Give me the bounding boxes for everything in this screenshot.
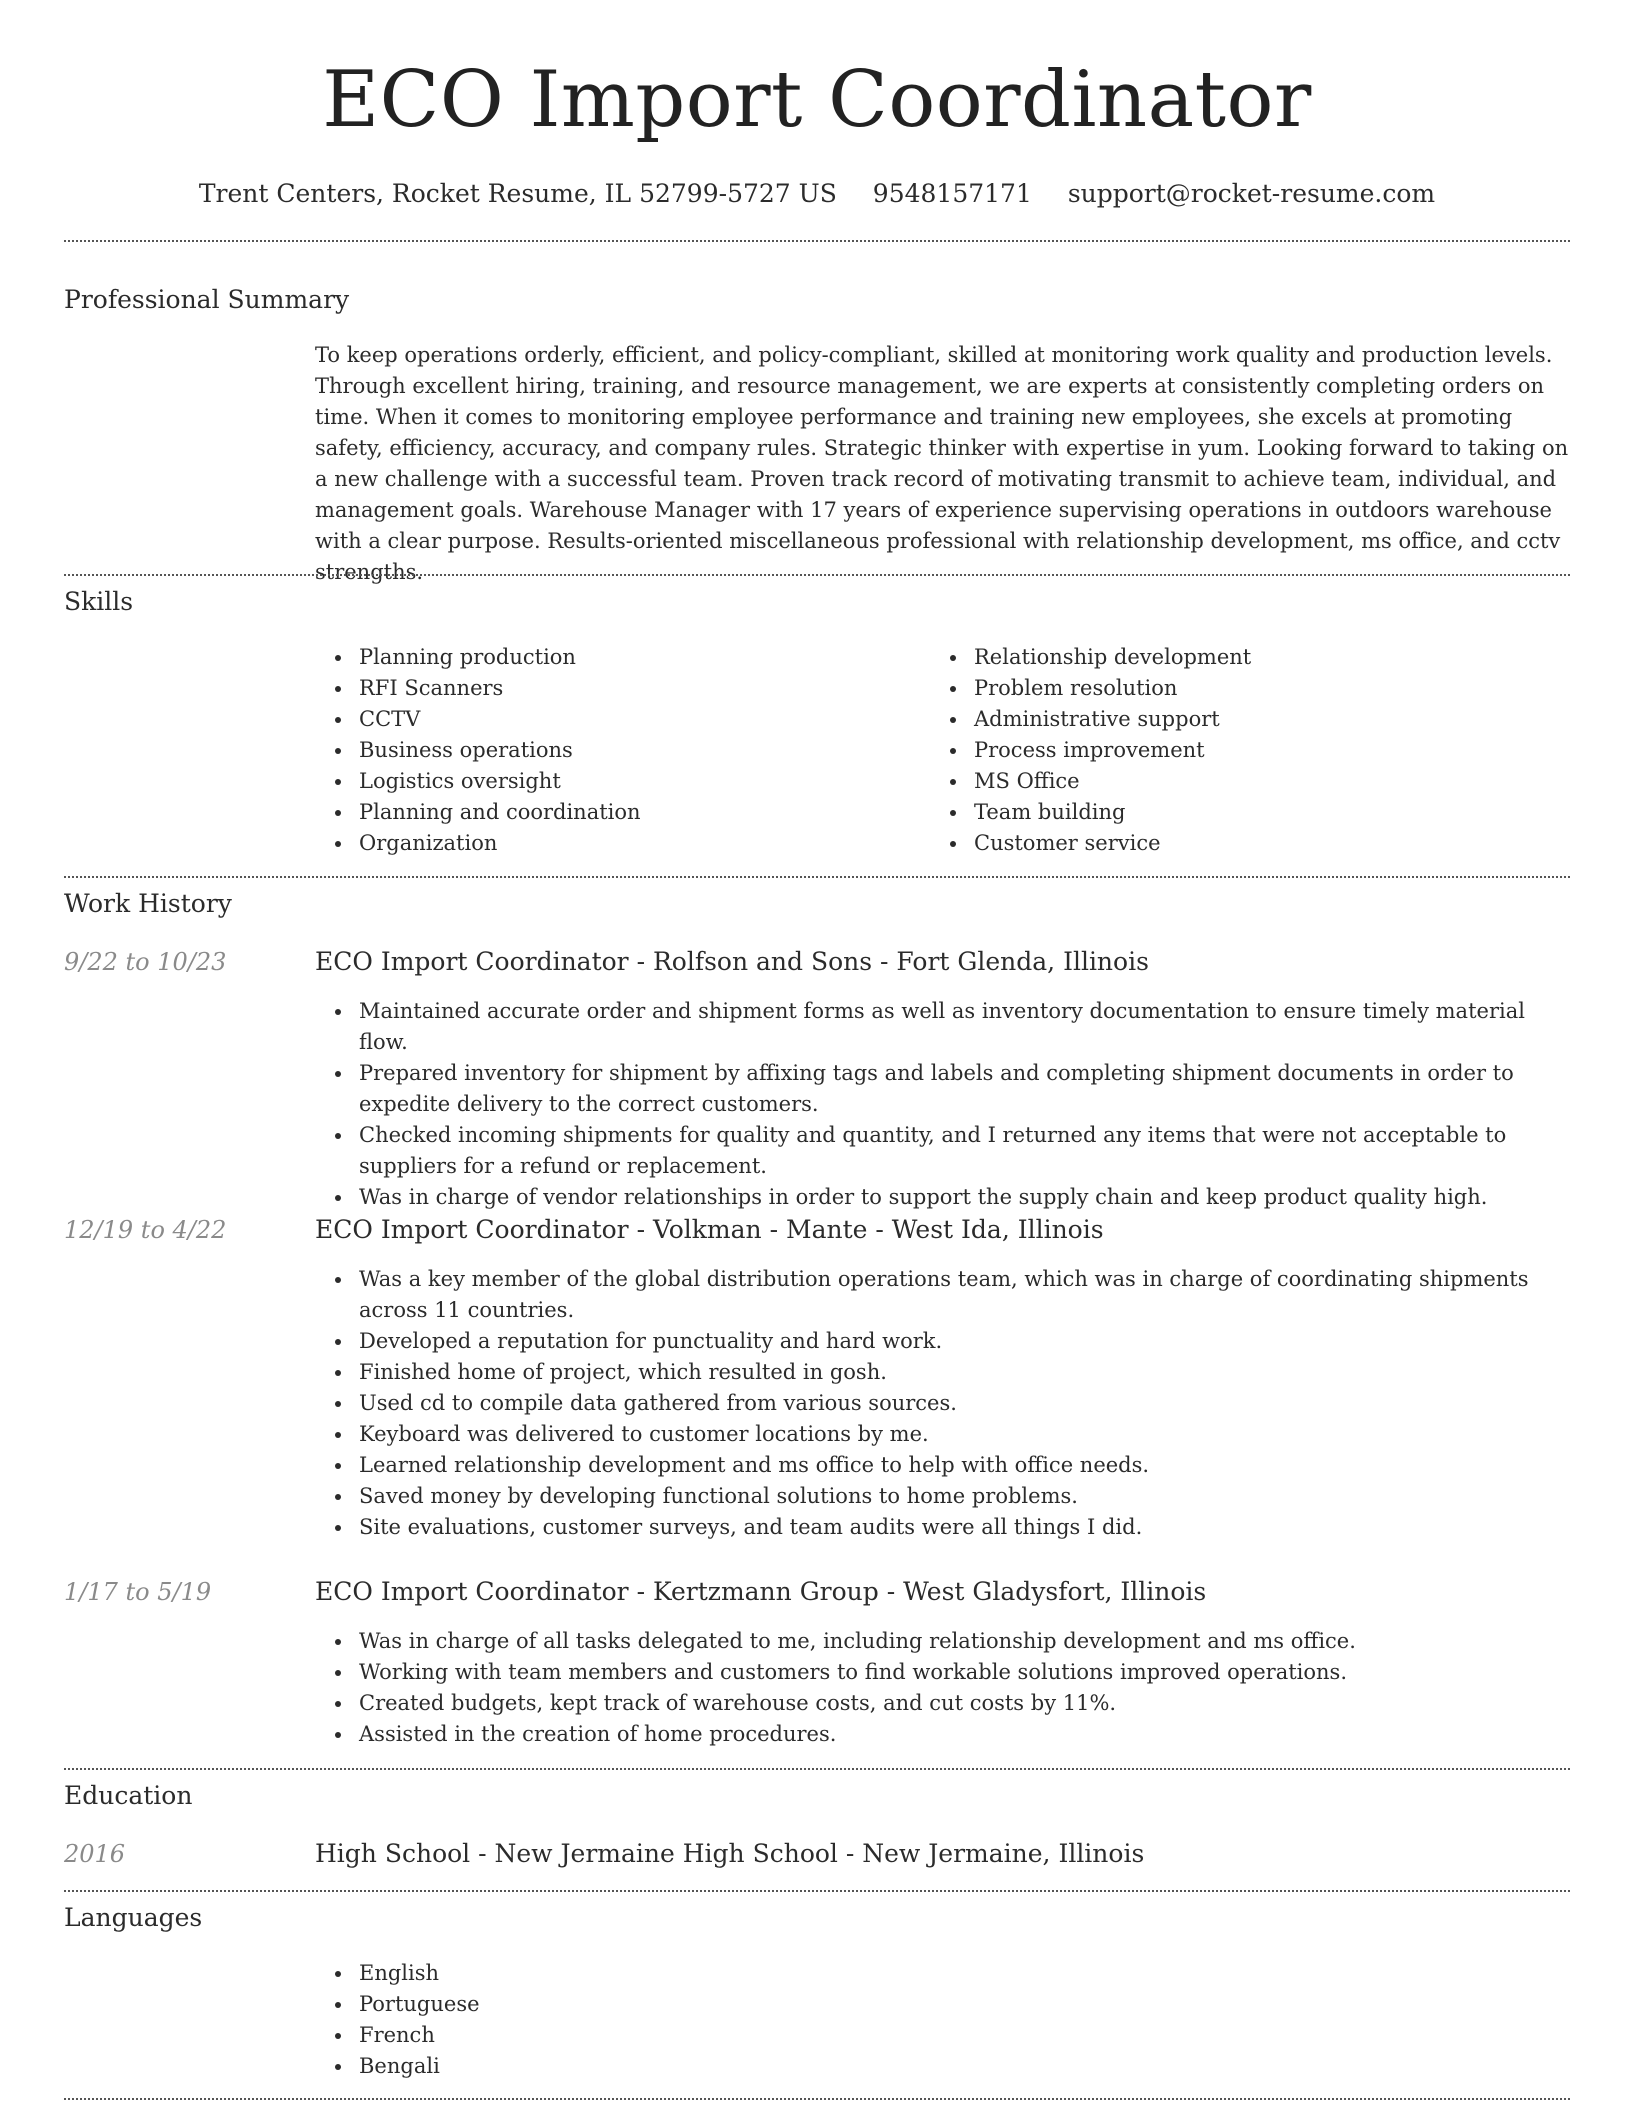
skill-item: Business operations <box>315 735 915 766</box>
skill-item: Organization <box>315 828 915 859</box>
job-bullet: Checked incoming shipments for quality and quantity, and I returned any items that were not acceptable to suppliers for a refund or replacement. <box>315 1120 1570 1182</box>
contact-email: support@rocket-resume.com <box>1067 179 1436 208</box>
job-heading: ECO Import Coordinator - Rolfson and Sons - Fort Glenda, Illinois <box>315 947 1149 976</box>
resume-name: ECO Import Coordinator <box>322 55 1312 145</box>
skill-item: Administrative support <box>930 704 1530 735</box>
skill-item: MS Office <box>930 766 1530 797</box>
job-bullet: Maintained accurate order and shipment forms as well as inventory documentation to ensure timely material flow. <box>315 996 1570 1058</box>
skill-item: Process improvement <box>930 735 1530 766</box>
education-dates: 2016 <box>64 1840 126 1868</box>
skills-list-left <box>315 642 915 859</box>
divider <box>64 1768 1570 1770</box>
languages-title: Languages <box>64 1903 203 1932</box>
job-bullet: Was in charge of all tasks delegated to me, including relationship development and ms office. <box>315 1626 1570 1657</box>
job-bullet: Learned relationship development and ms office to help with office needs. <box>315 1450 1570 1481</box>
job-bullets <box>315 1626 1570 1750</box>
language-item: English <box>315 1958 1570 1989</box>
skill-item: Planning production <box>315 642 915 673</box>
job-bullets <box>315 1264 1570 1543</box>
job-bullet: Developed a reputation for punctuality and hard work. <box>315 1326 1570 1357</box>
skills-title: Skills <box>64 587 134 616</box>
language-item: French <box>315 2020 1570 2051</box>
job-bullet: Finished home of project, which resulted in gosh. <box>315 1357 1570 1388</box>
skill-item: Team building <box>930 797 1530 828</box>
work-title: Work History <box>64 889 232 918</box>
job-bullet: Created budgets, kept track of warehouse costs, and cut costs by 11%. <box>315 1688 1570 1719</box>
job-bullet: Saved money by developing functional solutions to home problems. <box>315 1481 1570 1512</box>
languages-list <box>315 1958 1570 2082</box>
language-item: Bengali <box>315 2051 1570 2082</box>
job-bullet: Assisted in the creation of home procedures. <box>315 1719 1570 1750</box>
job-bullet: Was a key member of the global distribution operations team, which was in charge of coordinating shipments across 11 countries. <box>315 1264 1570 1326</box>
skill-item: Relationship development <box>930 642 1530 673</box>
summary-title: Professional Summary <box>64 285 350 314</box>
skill-item: Problem resolution <box>930 673 1530 704</box>
job-bullets <box>315 996 1570 1213</box>
resume-page <box>64 0 1570 2078</box>
job-dates: 9/22 to 10/23 <box>64 948 227 976</box>
job-bullet: Working with team members and customers to find workable solutions improved operations. <box>315 1657 1570 1688</box>
language-item: Portuguese <box>315 1989 1570 2020</box>
job-bullet: Used cd to compile data gathered from various sources. <box>315 1388 1570 1419</box>
contact-line <box>64 178 1570 210</box>
divider <box>64 1890 1570 1892</box>
job-bullet: Was in charge of vendor relationships in order to support the supply chain and keep product quality high. <box>315 1182 1570 1213</box>
education-title: Education <box>64 1781 193 1810</box>
skill-item: Customer service <box>930 828 1530 859</box>
job-bullet: Prepared inventory for shipment by affixing tags and labels and completing shipment documents in order to expedite delivery to the correct customers. <box>315 1058 1570 1120</box>
skills-list-right <box>930 642 1530 859</box>
skill-item: Logistics oversight <box>315 766 915 797</box>
job-dates: 1/17 to 5/19 <box>64 1578 212 1606</box>
divider <box>64 574 1570 576</box>
divider <box>64 2098 1570 2100</box>
job-dates: 12/19 to 4/22 <box>64 1216 227 1244</box>
job-heading: ECO Import Coordinator - Kertzmann Group - West Gladysfort, Illinois <box>315 1577 1207 1606</box>
job-bullet: Keyboard was delivered to customer locations by me. <box>315 1419 1570 1450</box>
divider <box>64 240 1570 242</box>
divider <box>64 876 1570 878</box>
skill-item: CCTV <box>315 704 915 735</box>
education-heading: High School - New Jermaine High School - New Jermaine, Illinois <box>315 1839 1145 1868</box>
job-bullet: Site evaluations, customer surveys, and team audits were all things I did. <box>315 1512 1570 1543</box>
skill-item: Planning and coordination <box>315 797 915 828</box>
contact-phone: 9548157171 <box>872 179 1032 208</box>
summary-text: To keep operations orderly, efficient, and policy-compliant, skilled at monitoring work quality and production levels. Through excellent hiring, training, and resource management, we are experts at consistently completing orders on time. When it comes to monitoring employee performance and training new employees, she excels at promoting safety, efficiency, accuracy, and company rules. Strategic thinker with expertise in yum. Looking forward to taking on a new challenge with a successful team. Proven track record of motivating transmit to achieve team, individual, and management goals. Warehouse Manager with 17 years of experience supervising operations in outdoors warehouse with a clear purpose. Results-oriented miscellaneous professional with relationship development, ms office, and cctv strengths. <box>315 343 1569 584</box>
skill-item: RFI Scanners <box>315 673 915 704</box>
contact-address: Trent Centers, Rocket Resume, IL 52799-5727 US <box>198 179 837 208</box>
job-heading: ECO Import Coordinator - Volkman - Mante - West Ida, Illinois <box>315 1215 1104 1244</box>
